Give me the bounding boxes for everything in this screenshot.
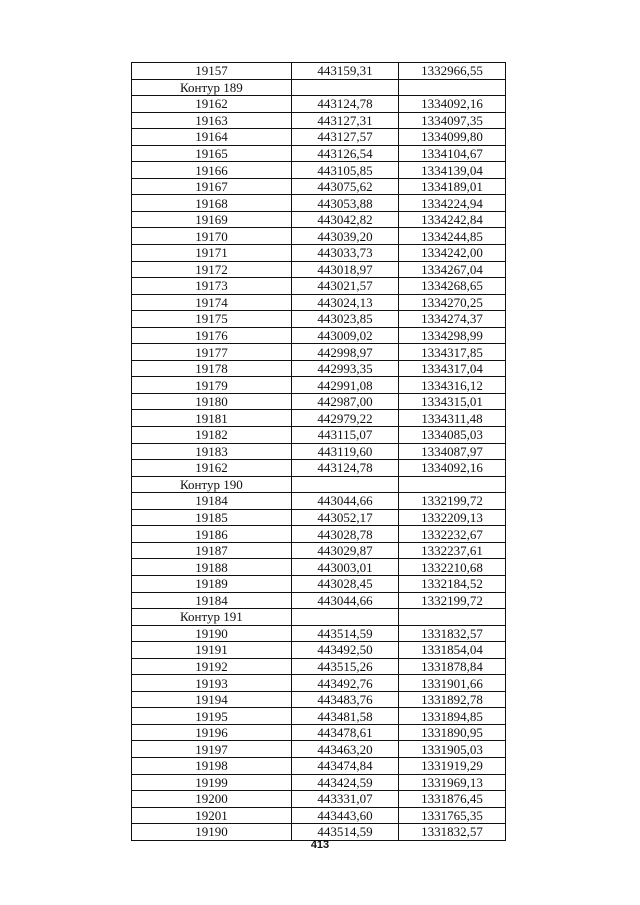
y-coordinate-cell: 1332237,61 <box>399 542 506 559</box>
empty-cell <box>292 79 399 96</box>
y-coordinate-cell: 1334270,25 <box>399 294 506 311</box>
x-coordinate-cell: 443481,58 <box>292 708 399 725</box>
x-coordinate-cell: 442987,00 <box>292 393 399 410</box>
x-coordinate-cell: 443474,84 <box>292 757 399 774</box>
x-coordinate-cell: 443042,82 <box>292 211 399 228</box>
point-id-cell: 19174 <box>132 294 292 311</box>
y-coordinate-cell: 1334224,94 <box>399 195 506 212</box>
table-row <box>132 178 506 195</box>
x-coordinate-cell: 443039,20 <box>292 228 399 245</box>
y-coordinate-cell: 1332210,68 <box>399 559 506 576</box>
table-row <box>132 807 506 824</box>
y-coordinate-cell: 1334189,01 <box>399 178 506 195</box>
y-coordinate-cell: 1331876,45 <box>399 791 506 808</box>
coordinates-table-body <box>132 63 506 841</box>
y-coordinate-cell: 1334316,12 <box>399 377 506 394</box>
point-id-cell: 19190 <box>132 625 292 642</box>
x-coordinate-cell: 443023,85 <box>292 311 399 328</box>
point-id-cell: 19168 <box>132 195 292 212</box>
table-row <box>132 327 506 344</box>
x-coordinate-cell: 443119,60 <box>292 443 399 460</box>
x-coordinate-cell: 443478,61 <box>292 724 399 741</box>
y-coordinate-cell: 1331878,84 <box>399 658 506 675</box>
point-id-cell: 19194 <box>132 691 292 708</box>
table-row <box>132 708 506 725</box>
y-coordinate-cell: 1331969,13 <box>399 774 506 791</box>
point-id-cell: 19193 <box>132 675 292 692</box>
y-coordinate-cell: 1334244,85 <box>399 228 506 245</box>
table-row <box>132 625 506 642</box>
point-id-cell: 19180 <box>132 393 292 410</box>
x-coordinate-cell: 443515,26 <box>292 658 399 675</box>
table-row <box>132 443 506 460</box>
y-coordinate-cell: 1334268,65 <box>399 278 506 295</box>
x-coordinate-cell: 443024,13 <box>292 294 399 311</box>
x-coordinate-cell: 443514,59 <box>292 625 399 642</box>
x-coordinate-cell: 443028,78 <box>292 526 399 543</box>
table-row <box>132 360 506 377</box>
table-row <box>132 741 506 758</box>
table-row <box>132 493 506 510</box>
point-id-cell: 19201 <box>132 807 292 824</box>
x-coordinate-cell: 443044,66 <box>292 493 399 510</box>
table-row <box>132 278 506 295</box>
y-coordinate-cell: 1334104,67 <box>399 145 506 162</box>
table-row <box>132 691 506 708</box>
contour-label: Контур 189 <box>132 79 292 96</box>
contour-label: Контур 191 <box>132 609 292 626</box>
point-id-cell: 19162 <box>132 460 292 477</box>
x-coordinate-cell: 442993,35 <box>292 360 399 377</box>
table-row <box>132 245 506 262</box>
table-row <box>132 824 506 841</box>
point-id-cell: 19188 <box>132 559 292 576</box>
y-coordinate-cell: 1334242,84 <box>399 211 506 228</box>
point-id-cell: 19184 <box>132 592 292 609</box>
x-coordinate-cell: 443514,59 <box>292 824 399 841</box>
table-row <box>132 460 506 477</box>
table-row <box>132 542 506 559</box>
table-row <box>132 559 506 576</box>
empty-cell <box>399 79 506 96</box>
table-row <box>132 410 506 427</box>
x-coordinate-cell: 443126,54 <box>292 145 399 162</box>
table-row <box>132 129 506 146</box>
point-id-cell: 19166 <box>132 162 292 179</box>
contour-header-row <box>132 609 506 626</box>
empty-cell <box>399 476 506 493</box>
y-coordinate-cell: 1334315,01 <box>399 393 506 410</box>
table-row <box>132 344 506 361</box>
point-id-cell: 19196 <box>132 724 292 741</box>
table-row <box>132 195 506 212</box>
point-id-cell: 19172 <box>132 261 292 278</box>
x-coordinate-cell: 443124,78 <box>292 96 399 113</box>
point-id-cell: 19198 <box>132 757 292 774</box>
contour-header-row <box>132 476 506 493</box>
x-coordinate-cell: 443492,50 <box>292 642 399 659</box>
point-id-cell: 19167 <box>132 178 292 195</box>
y-coordinate-cell: 1334087,97 <box>399 443 506 460</box>
y-coordinate-cell: 1331894,85 <box>399 708 506 725</box>
y-coordinate-cell: 1331901,66 <box>399 675 506 692</box>
y-coordinate-cell: 1334298,99 <box>399 327 506 344</box>
x-coordinate-cell: 443053,88 <box>292 195 399 212</box>
y-coordinate-cell: 1331905,03 <box>399 741 506 758</box>
x-coordinate-cell: 443009,02 <box>292 327 399 344</box>
y-coordinate-cell: 1331890,95 <box>399 724 506 741</box>
table-row <box>132 575 506 592</box>
table-row <box>132 526 506 543</box>
y-coordinate-cell: 1331892,78 <box>399 691 506 708</box>
x-coordinate-cell: 443029,87 <box>292 542 399 559</box>
y-coordinate-cell: 1332199,72 <box>399 592 506 609</box>
point-id-cell: 19169 <box>132 211 292 228</box>
x-coordinate-cell: 443424,59 <box>292 774 399 791</box>
table-row <box>132 791 506 808</box>
x-coordinate-cell: 443127,31 <box>292 112 399 129</box>
table-row <box>132 774 506 791</box>
x-coordinate-cell: 443443,60 <box>292 807 399 824</box>
x-coordinate-cell: 443331,07 <box>292 791 399 808</box>
x-coordinate-cell: 442979,22 <box>292 410 399 427</box>
x-coordinate-cell: 442991,08 <box>292 377 399 394</box>
point-id-cell: 19195 <box>132 708 292 725</box>
x-coordinate-cell: 443021,57 <box>292 278 399 295</box>
y-coordinate-cell: 1331832,57 <box>399 625 506 642</box>
table-row <box>132 724 506 741</box>
x-coordinate-cell: 443028,45 <box>292 575 399 592</box>
table-row <box>132 592 506 609</box>
point-id-cell: 19197 <box>132 741 292 758</box>
point-id-cell: 19185 <box>132 509 292 526</box>
y-coordinate-cell: 1334317,85 <box>399 344 506 361</box>
empty-cell <box>399 609 506 626</box>
point-id-cell: 19170 <box>132 228 292 245</box>
table-row <box>132 63 506 80</box>
x-coordinate-cell: 443052,17 <box>292 509 399 526</box>
y-coordinate-cell: 1334085,03 <box>399 427 506 444</box>
y-coordinate-cell: 1334092,16 <box>399 460 506 477</box>
table-row <box>132 675 506 692</box>
y-coordinate-cell: 1331919,29 <box>399 757 506 774</box>
point-id-cell: 19176 <box>132 327 292 344</box>
x-coordinate-cell: 443003,01 <box>292 559 399 576</box>
point-id-cell: 19186 <box>132 526 292 543</box>
table-row <box>132 112 506 129</box>
x-coordinate-cell: 442998,97 <box>292 344 399 361</box>
point-id-cell: 19192 <box>132 658 292 675</box>
y-coordinate-cell: 1334267,04 <box>399 261 506 278</box>
point-id-cell: 19179 <box>132 377 292 394</box>
table-row <box>132 377 506 394</box>
table-row <box>132 96 506 113</box>
x-coordinate-cell: 443127,57 <box>292 129 399 146</box>
point-id-cell: 19163 <box>132 112 292 129</box>
point-id-cell: 19178 <box>132 360 292 377</box>
point-id-cell: 19162 <box>132 96 292 113</box>
y-coordinate-cell: 1332966,55 <box>399 63 506 80</box>
point-id-cell: 19199 <box>132 774 292 791</box>
y-coordinate-cell: 1331765,35 <box>399 807 506 824</box>
point-id-cell: 19183 <box>132 443 292 460</box>
point-id-cell: 19165 <box>132 145 292 162</box>
x-coordinate-cell: 443075,62 <box>292 178 399 195</box>
y-coordinate-cell: 1331854,04 <box>399 642 506 659</box>
table-row <box>132 427 506 444</box>
point-id-cell: 19182 <box>132 427 292 444</box>
y-coordinate-cell: 1332199,72 <box>399 493 506 510</box>
y-coordinate-cell: 1334092,16 <box>399 96 506 113</box>
table-row <box>132 311 506 328</box>
point-id-cell: 19164 <box>132 129 292 146</box>
table-row <box>132 261 506 278</box>
y-coordinate-cell: 1334317,04 <box>399 360 506 377</box>
y-coordinate-cell: 1334242,00 <box>399 245 506 262</box>
y-coordinate-cell: 1332209,13 <box>399 509 506 526</box>
point-id-cell: 19173 <box>132 278 292 295</box>
point-id-cell: 19157 <box>132 63 292 80</box>
point-id-cell: 19177 <box>132 344 292 361</box>
x-coordinate-cell: 443115,07 <box>292 427 399 444</box>
x-coordinate-cell: 443159,31 <box>292 63 399 80</box>
table-row <box>132 211 506 228</box>
y-coordinate-cell: 1334311,48 <box>399 410 506 427</box>
y-coordinate-cell: 1334097,35 <box>399 112 506 129</box>
coordinates-table <box>131 62 506 841</box>
y-coordinate-cell: 1332184,52 <box>399 575 506 592</box>
x-coordinate-cell: 443105,85 <box>292 162 399 179</box>
y-coordinate-cell: 1331832,57 <box>399 824 506 841</box>
table-row <box>132 393 506 410</box>
x-coordinate-cell: 443124,78 <box>292 460 399 477</box>
table-row <box>132 228 506 245</box>
table-row <box>132 658 506 675</box>
x-coordinate-cell: 443483,76 <box>292 691 399 708</box>
y-coordinate-cell: 1332232,67 <box>399 526 506 543</box>
contour-label: Контур 190 <box>132 476 292 493</box>
point-id-cell: 19189 <box>132 575 292 592</box>
point-id-cell: 19200 <box>132 791 292 808</box>
point-id-cell: 19187 <box>132 542 292 559</box>
point-id-cell: 19175 <box>132 311 292 328</box>
y-coordinate-cell: 1334099,80 <box>399 129 506 146</box>
point-id-cell: 19181 <box>132 410 292 427</box>
empty-cell <box>292 476 399 493</box>
x-coordinate-cell: 443492,76 <box>292 675 399 692</box>
point-id-cell: 19184 <box>132 493 292 510</box>
table-row <box>132 145 506 162</box>
x-coordinate-cell: 443044,66 <box>292 592 399 609</box>
table-row <box>132 294 506 311</box>
x-coordinate-cell: 443463,20 <box>292 741 399 758</box>
table-row <box>132 757 506 774</box>
table-row <box>132 509 506 526</box>
y-coordinate-cell: 1334274,37 <box>399 311 506 328</box>
x-coordinate-cell: 443018,97 <box>292 261 399 278</box>
x-coordinate-cell: 443033,73 <box>292 245 399 262</box>
point-id-cell: 19171 <box>132 245 292 262</box>
empty-cell <box>292 609 399 626</box>
point-id-cell: 19191 <box>132 642 292 659</box>
point-id-cell: 19190 <box>132 824 292 841</box>
page-number: 413 <box>310 839 330 851</box>
y-coordinate-cell: 1334139,04 <box>399 162 506 179</box>
contour-header-row <box>132 79 506 96</box>
table-row <box>132 642 506 659</box>
table-row <box>132 162 506 179</box>
